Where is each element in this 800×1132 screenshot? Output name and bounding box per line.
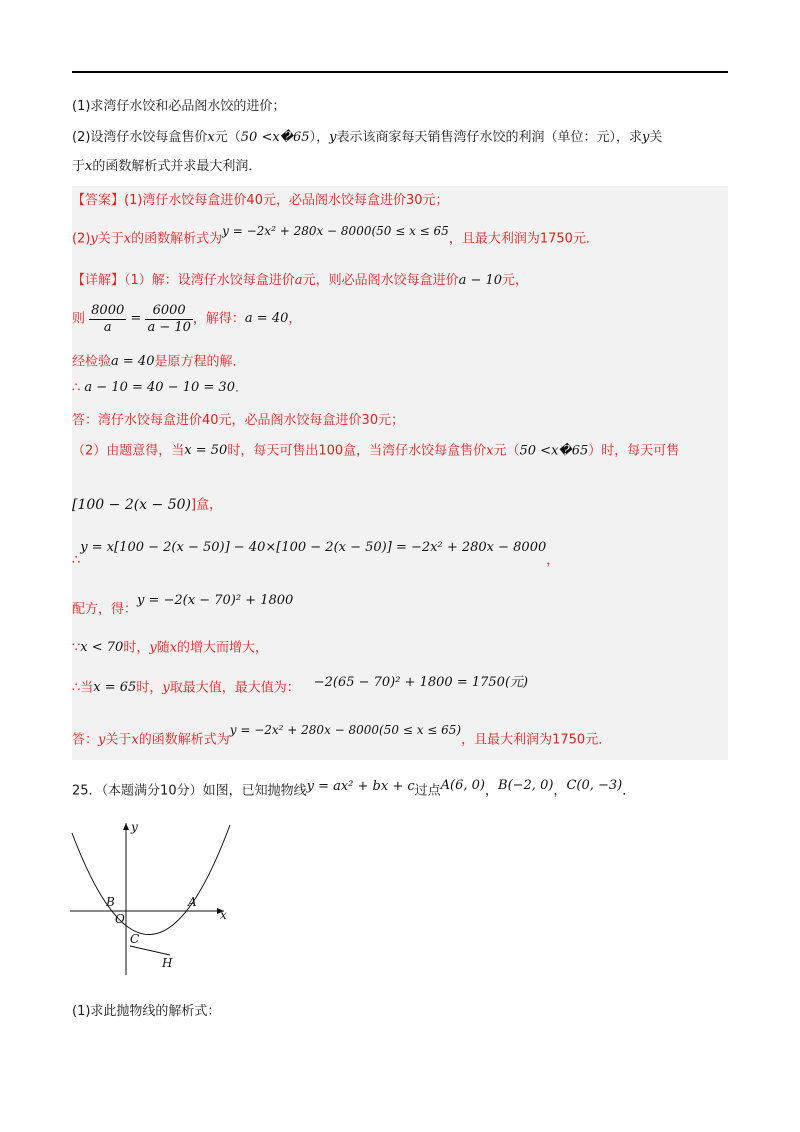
parabola-figure <box>60 815 240 985</box>
detail11-value: −2(65 − 70)² + 1800 = 1750(元) <box>313 675 529 690</box>
detail9-a: 配方，得： <box>72 601 138 617</box>
detail-line-5 <box>72 411 404 431</box>
detail-line-12 <box>72 723 612 751</box>
frac-equals: = <box>130 311 142 326</box>
detail-line-6 <box>72 441 679 462</box>
detail11-b: 取最大值，最大值为： <box>169 680 300 696</box>
frac1-den: a <box>103 319 112 335</box>
detail1-expr: a − 10 <box>458 273 503 288</box>
answer2-x: x <box>123 231 132 247</box>
detail11-a: 时， <box>136 680 163 696</box>
detail3-eq: a = 40 <box>111 354 155 369</box>
question-25-part-1 <box>72 1002 220 1022</box>
detail4-end: ． <box>234 380 248 396</box>
label-b: B <box>106 895 115 909</box>
q2-mid: 元（ <box>214 130 241 145</box>
therefore-symbol-2: ∴ <box>72 552 81 568</box>
label-o: O <box>115 912 125 926</box>
label-a: A <box>188 895 197 909</box>
question-part-2-line2 <box>72 157 261 177</box>
detail10-c: 的增大而增大， <box>177 640 269 656</box>
detail6-c: 元（ <box>493 443 520 459</box>
question-part-1 <box>72 97 285 117</box>
answer2-end: ，且最大利润为1750元． <box>448 231 599 247</box>
q2-range: 50 <x�65 <box>240 130 310 145</box>
because-symbol: ∵ <box>72 640 81 656</box>
q2-var-y: y <box>329 130 337 145</box>
detail7-eq: [100 − 2(x − 50) <box>72 497 191 513</box>
answer-line-2 <box>72 224 599 250</box>
answer-line-1 <box>72 191 449 211</box>
q25-1-text: (1)求此抛物线的解析式： <box>72 1004 221 1019</box>
detail7-end: ]盒， <box>191 497 223 513</box>
detail8-eq: y = x[100 − 2(x − 50)] − 40×[100 − 2(x − 50)] = −2x² + 280x − 8000 <box>80 540 547 555</box>
detail12-a: 答： <box>72 732 99 748</box>
detail1-var: a <box>294 273 303 288</box>
detail4-eq: a − 10 = 40 − 10 = 30 <box>84 380 235 395</box>
q2-line2-rest: 的函数解析式并求最大利润． <box>92 159 262 174</box>
q25-sep2: ， <box>553 783 567 799</box>
fraction-2 <box>145 303 192 336</box>
detail11-sym: ∴当 <box>72 680 94 696</box>
q2-end: 关 <box>649 130 663 145</box>
detail2-mid: ，解得： <box>192 311 245 327</box>
question-part-2 <box>72 128 662 148</box>
detail6-x: x <box>486 443 494 459</box>
therefore-symbol: ∴ <box>72 380 81 396</box>
answer2-y: y <box>90 231 98 247</box>
detail1-a: （1）解：设湾仔水饺每盒进价 <box>124 273 295 288</box>
point-a-label: A(6, 0) <box>440 778 485 793</box>
answer2-prefix: (2) <box>72 231 91 247</box>
q2-prefix: (2)设湾仔水饺每盒售价 <box>72 130 208 145</box>
detail2-solution: a = 40 <box>244 311 289 326</box>
answer2-equation: y = −2x² + 280x − 8000(50 ≤ x ≤ 65 <box>222 224 449 238</box>
detail9-eq: y = −2(x − 70)² + 1800 <box>137 593 294 608</box>
detail12-x: x <box>131 732 139 748</box>
detail10-a: 时， <box>123 640 150 656</box>
fraction-1 <box>89 303 126 336</box>
q2-line2-x: x <box>85 159 93 174</box>
answer-tag: 【答案】 <box>72 193 125 208</box>
detail6-b: 时，每天可售出100盒，当湾仔水饺每盒售价 <box>227 443 487 459</box>
q25-eq: y = ax² + bx + c <box>306 779 415 794</box>
point-c-label: C(0, −3) <box>566 778 623 793</box>
detail-line-9 <box>72 595 293 616</box>
answer-1: (1)湾仔水饺每盒进价40元，必品阁水饺每盒进价30元； <box>124 193 449 208</box>
detail6-eq: x = 50 <box>184 443 228 458</box>
point-b-label: B(−2, 0) <box>498 778 554 793</box>
y-axis-arrow <box>123 823 129 830</box>
answer2-text: 的函数解析式为 <box>131 231 223 247</box>
q2-var-y2: y <box>641 130 650 145</box>
detail12-c: 的函数解析式为 <box>138 732 230 748</box>
detail10-y: y <box>149 640 157 656</box>
q25-end: ． <box>622 783 636 799</box>
detail12-y: y <box>98 732 106 748</box>
q2-var-x: x <box>207 130 215 145</box>
label-c: C <box>130 932 140 946</box>
detail6-d: ）时，每天可售 <box>588 443 680 459</box>
frac1-num: 8000 <box>91 302 125 318</box>
header-rule <box>72 71 728 73</box>
q25-sep1: ， <box>485 783 499 799</box>
segment-ch <box>130 946 170 955</box>
detail10-x: x <box>169 640 178 656</box>
detail2-end: ， <box>288 311 302 327</box>
q1-text: (1)求湾仔水饺和必品阁水饺的进价； <box>72 99 286 114</box>
detail-line-3 <box>72 352 245 373</box>
detail3-b: 是原方程的解． <box>154 354 246 370</box>
frac2-den: a − 10 <box>147 319 191 335</box>
detail12-b: 关于 <box>105 732 132 748</box>
label-y: y <box>131 820 138 834</box>
detail-line-8 <box>72 540 560 568</box>
detail8-end: ， <box>546 552 560 568</box>
detail11-y: y <box>162 680 170 696</box>
detail12-end: ，且最大利润为1750元． <box>461 732 612 748</box>
detail3-a: 经检验 <box>72 354 112 370</box>
detail6-range: 50 <x�65 <box>519 443 589 459</box>
question-25 <box>72 778 636 802</box>
detail-line-11 <box>72 675 529 699</box>
parabola-curve <box>72 825 230 935</box>
q25-a: 25．（本题满分10分）如图，已知抛物线 <box>72 783 307 799</box>
q25-b: 过点 <box>414 783 441 799</box>
detail-line-2 <box>72 300 301 339</box>
frac2-num: 6000 <box>145 303 192 320</box>
detail-line-1 <box>72 271 528 291</box>
detail1-b: 元，则必品阁水饺每盒进价 <box>302 273 459 288</box>
detail5-text: 答：湾仔水饺每盒进价40元，必品阁水饺每盒进价30元； <box>72 413 405 428</box>
detail11-eq: x = 65 <box>93 680 137 695</box>
detail1-c: 元， <box>502 273 529 288</box>
answer2-mid: 关于 <box>97 231 124 247</box>
detail6-a: （2）由题意得，当 <box>72 443 185 459</box>
label-x: x <box>220 908 227 922</box>
q2-close: ）， <box>309 130 330 145</box>
detail2-prefix: 则 <box>72 311 86 327</box>
detail10-b: 随 <box>156 640 170 656</box>
detail-tag: 【详解】 <box>72 273 125 288</box>
detail-line-10 <box>72 638 268 659</box>
q2-line2-a: 于 <box>72 159 86 174</box>
q2-rest: 表示该商家每天销售湾仔水饺的利润（单位：元），求 <box>336 130 642 145</box>
detail-line-4 <box>72 378 248 399</box>
detail10-eq: x < 70 <box>80 640 124 655</box>
label-h: H <box>162 956 173 970</box>
detail-line-7 <box>72 495 222 516</box>
detail12-eq: y = −2x² + 280x − 8000(50 ≤ x ≤ 65) <box>229 723 462 737</box>
